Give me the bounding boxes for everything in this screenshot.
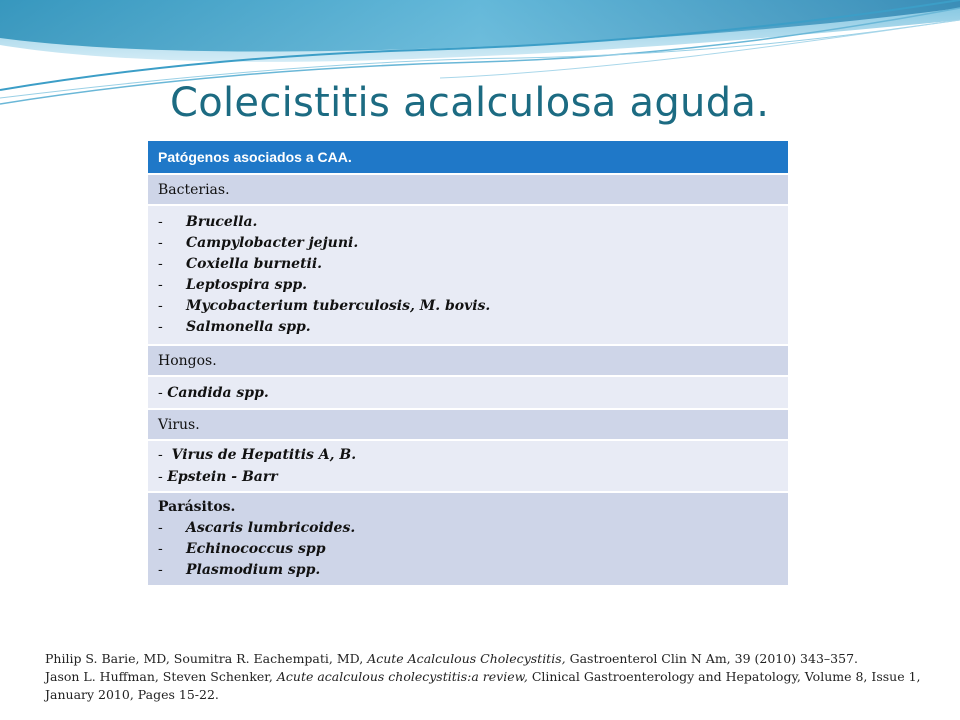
reference-item: Philip S. Barie, MD, Soumitra R. Eachempati, MD, Acute Acalculous Cholecystitis, Gastroenterol Clin N Am, 39 (2010) 343–357. <box>45 651 858 666</box>
list-item: Epstein - Barr <box>167 469 278 485</box>
table-header-row <box>148 141 788 174</box>
table-row <box>148 376 788 409</box>
page-title: Colecistitis acalculosa aguda. <box>170 80 770 126</box>
list-item: - Coxiella burnetii. <box>158 254 778 275</box>
table-row <box>148 492 788 586</box>
pathogens-table <box>148 141 788 587</box>
reference-item: Jason L. Huffman, Steven Schenker, Acute acalculous cholecystitis:a review, Clinical Gastroenterology and Hepatology, Volume 8, Issue 1, January 2010, Pages 15-22. <box>45 669 921 702</box>
table-row <box>148 205 788 345</box>
table-row <box>148 345 788 376</box>
table-header: Patógenos asociados a CAA. <box>148 141 788 174</box>
list-item: - Plasmodium spp. <box>158 560 778 581</box>
category-parasitos: Parásitos. <box>158 499 236 515</box>
category-hongos: Hongos. <box>148 345 788 376</box>
list-item: Virus de Hepatitis A, B. <box>171 447 357 463</box>
list-item: - Echinococcus spp <box>158 539 778 560</box>
list-item: - Mycobacterium tuberculosis, M. bovis. <box>158 296 778 317</box>
references <box>45 650 935 704</box>
parasitos-list <box>158 518 778 581</box>
list-item: - Ascaris lumbricoides. <box>158 518 778 539</box>
table-row <box>148 440 788 492</box>
table-row <box>148 174 788 205</box>
category-virus: Virus. <box>148 409 788 440</box>
virus-list-cell: - Virus de Hepatitis A, B. - Epstein - Barr <box>148 440 788 492</box>
table-row <box>148 409 788 440</box>
bacterias-list <box>158 212 778 338</box>
list-item: - Campylobacter jejuni. <box>158 233 778 254</box>
category-bacterias: Bacterias. <box>148 174 788 205</box>
list-item: - Leptospira spp. <box>158 275 778 296</box>
list-item: - Brucella. <box>158 212 778 233</box>
bacterias-list-cell <box>148 205 788 345</box>
list-item: - Salmonella spp. <box>158 317 778 338</box>
parasitos-cell <box>148 492 788 586</box>
list-item: Candida spp. <box>167 384 269 401</box>
hongos-list-cell: - Candida spp. <box>148 376 788 409</box>
